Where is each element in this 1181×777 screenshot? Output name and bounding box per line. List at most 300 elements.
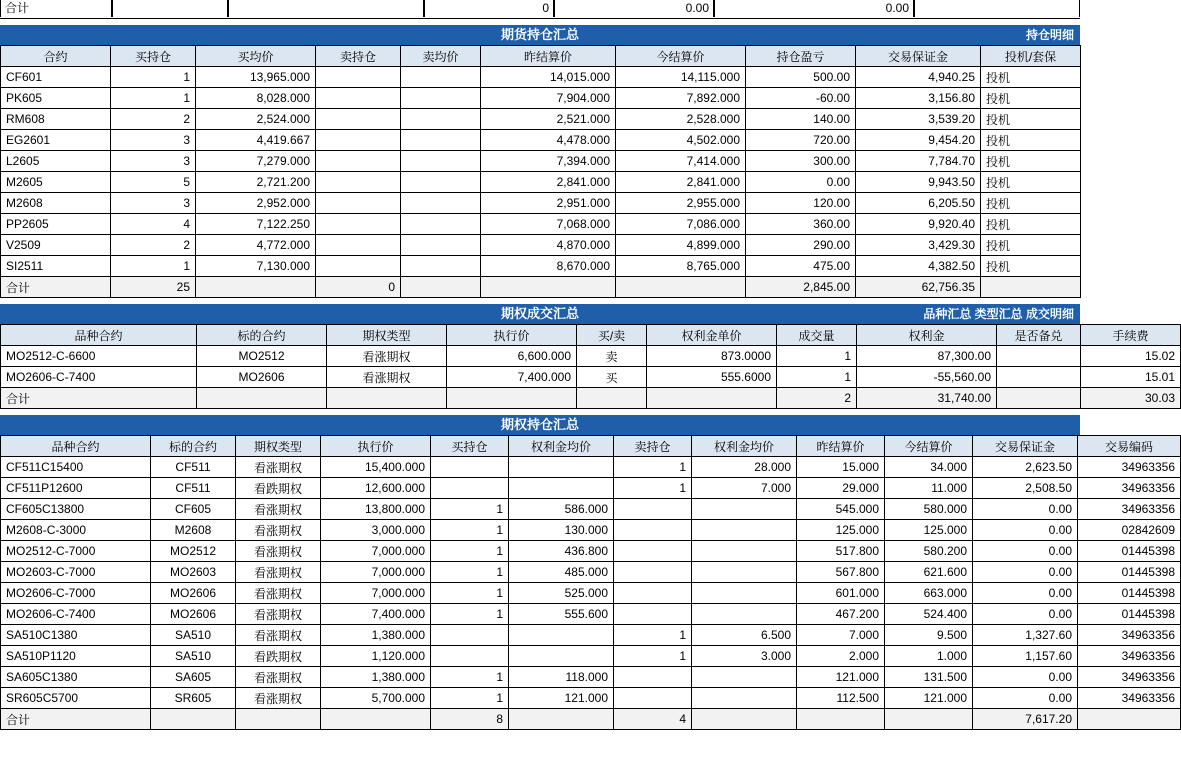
optrade-cell-underlying: MO2606 [197,367,327,388]
table-row [1,604,1181,625]
oppos-cell-contract: MO2512-C-7000 [1,541,151,562]
futures-col-buy-qty: 买持仓 [111,46,196,67]
futures-cell-hedge-flag: 投机 [981,193,1081,214]
oppos-col-prev-settle: 昨结算价 [797,436,885,457]
oppos-cell-strike: 7,400.000 [321,604,431,625]
oppos-cell-settle: 9.500 [885,625,973,646]
oppos-cell-buy-premium [509,625,614,646]
oppos-cell-strike: 13,800.000 [321,499,431,520]
futures-cell-hedge-flag: 投机 [981,172,1081,193]
oppos-cell-strike: 3,000.000 [321,520,431,541]
futures-cell-margin: 9,920.40 [856,214,981,235]
futures-cell-pnl: 290.00 [746,235,856,256]
futures-cell-settle: 7,414.000 [616,151,746,172]
oppos-cell-code: 34963356 [1078,667,1181,688]
futures-cell-contract: V2509 [1,235,111,256]
oppos-cell-buy-premium: 525.000 [509,583,614,604]
futures-cell-sell-price [401,193,481,214]
optrade-cell-fee: 30.03 [1081,388,1181,409]
oppos-cell-prev-settle: 545.000 [797,499,885,520]
oppos-cell-sell-premium [692,499,797,520]
oppos-cell-underlying: MO2606 [151,583,236,604]
futures-cell-margin: 9,943.50 [856,172,981,193]
option-positions-total-row [1,709,1181,730]
optrade-cell-contract: MO2512-C-6600 [1,346,197,367]
oppos-cell-buy-qty: 1 [431,667,509,688]
table-row [1,172,1081,193]
optrade-col-premium-price: 权利金单价 [647,325,777,346]
futures-cell-settle: 7,086.000 [616,214,746,235]
optrade-col-covered: 是否备兑 [997,325,1081,346]
oppos-cell-type: 看涨期权 [236,520,321,541]
oppos-cell-buy-premium: 485.000 [509,562,614,583]
oppos-cell-contract: M2608-C-3000 [1,520,151,541]
oppos-cell-sell-qty [614,499,692,520]
option-trades-section [0,304,1175,409]
futures-cell-margin: 3,156.80 [856,88,981,109]
oppos-cell-buy-premium: 130.000 [509,520,614,541]
oppos-col-type: 期权类型 [236,436,321,457]
option-trades-total-row [1,388,1181,409]
table-row [1,457,1181,478]
optrade-cell-underlying [197,388,327,409]
oppos-cell-code: 34963356 [1078,478,1181,499]
futures-cell-pnl: 140.00 [746,109,856,130]
table-row [1,214,1081,235]
oppos-cell-strike: 1,380.000 [321,667,431,688]
oppos-cell-type: 看跌期权 [236,478,321,499]
oppos-cell-sell-premium [692,709,797,730]
oppos-cell-type: 看涨期权 [236,667,321,688]
futures-cell-settle: 4,502.000 [616,130,746,151]
oppos-cell-sell-premium [692,562,797,583]
table-row [1,346,1181,367]
oppos-cell-sell-premium [692,688,797,709]
futures-cell-margin: 3,539.20 [856,109,981,130]
oppos-cell-buy-qty: 1 [431,604,509,625]
futures-cell-settle: 7,892.000 [616,88,746,109]
futures-cell-buy-qty: 5 [111,172,196,193]
oppos-cell-margin: 0.00 [973,541,1078,562]
oppos-col-buy-qty: 买持仓 [431,436,509,457]
futures-cell-prev-settle: 2,521.000 [481,109,616,130]
oppos-cell-strike: 7,000.000 [321,583,431,604]
oppos-cell-underlying: CF605 [151,499,236,520]
oppos-cell-settle: 34.000 [885,457,973,478]
futures-cell-settle [616,277,746,298]
table-row [1,88,1081,109]
oppos-cell-margin: 0.00 [973,583,1078,604]
futures-col-sell-price: 卖均价 [401,46,481,67]
oppos-cell-type: 看跌期权 [236,646,321,667]
oppos-cell-margin: 0.00 [973,562,1078,583]
oppos-cell-code [1078,709,1181,730]
futures-cell-buy-qty: 2 [111,235,196,256]
futures-cell-contract: CF601 [1,67,111,88]
futures-cell-contract: RM608 [1,109,111,130]
optrade-cell-premium: 87,300.00 [857,346,997,367]
option-trades-links[interactable]: 品种汇总 类型汇总 成交明细 [923,307,1074,321]
top-cutoff-row [0,0,1080,19]
optrade-cell-strike: 6,600.000 [447,346,577,367]
optrade-cell-contract: MO2606-C-7400 [1,367,197,388]
table-row [1,583,1181,604]
futures-cell-margin: 6,205.50 [856,193,981,214]
oppos-cell-sell-qty [614,583,692,604]
top-fragment-blank-3 [914,0,1080,17]
futures-cell-buy-price: 4,419.667 [196,130,316,151]
oppos-cell-margin: 1,157.60 [973,646,1078,667]
oppos-cell-strike: 12,600.000 [321,478,431,499]
oppos-cell-sell-qty: 1 [614,646,692,667]
futures-cell-buy-qty: 3 [111,193,196,214]
futures-cell-settle: 14,115.000 [616,67,746,88]
oppos-cell-code: 34963356 [1078,457,1181,478]
oppos-cell-sell-qty: 4 [614,709,692,730]
oppos-cell-buy-premium: 555.600 [509,604,614,625]
table-row [1,541,1181,562]
oppos-cell-code: 01445398 [1078,541,1181,562]
futures-cell-hedge-flag: 投机 [981,235,1081,256]
futures-cell-contract: L2605 [1,151,111,172]
oppos-cell-underlying: MO2606 [151,604,236,625]
futures-col-contract: 合约 [1,46,111,67]
oppos-cell-prev-settle [797,709,885,730]
futures-cell-sell-price [401,67,481,88]
oppos-cell-margin: 0.00 [973,667,1078,688]
oppos-cell-type: 看涨期权 [236,562,321,583]
oppos-cell-buy-premium [509,709,614,730]
oppos-col-settle: 今结算价 [885,436,973,457]
futures-cell-buy-price: 7,279.000 [196,151,316,172]
oppos-cell-code: 34963356 [1078,499,1181,520]
option-trades-header-row [1,325,1181,346]
optrade-col-volume: 成交量 [777,325,857,346]
futures-cell-sell-qty [316,235,401,256]
oppos-cell-type: 看涨期权 [236,625,321,646]
optrade-cell-covered [997,367,1081,388]
optrade-cell-strike: 7,400.000 [447,367,577,388]
futures-detail-link[interactable]: 持仓明细 [1025,28,1074,42]
optrade-col-type: 期权类型 [327,325,447,346]
oppos-cell-strike: 5,700.000 [321,688,431,709]
futures-cell-pnl: 720.00 [746,130,856,151]
oppos-cell-buy-qty: 1 [431,541,509,562]
table-row [1,625,1181,646]
oppos-cell-underlying: SA605 [151,667,236,688]
futures-cell-sell-qty [316,88,401,109]
futures-cell-buy-price: 2,721.200 [196,172,316,193]
futures-cell-settle: 8,765.000 [616,256,746,277]
oppos-cell-prev-settle: 601.000 [797,583,885,604]
optrade-col-strike: 执行价 [447,325,577,346]
oppos-cell-prev-settle: 125.000 [797,520,885,541]
oppos-cell-prev-settle: 517.800 [797,541,885,562]
oppos-cell-code: 02842609 [1078,520,1181,541]
oppos-cell-underlying: SA510 [151,625,236,646]
oppos-cell-settle: 1.000 [885,646,973,667]
oppos-cell-underlying: MO2603 [151,562,236,583]
futures-cell-sell-qty [316,109,401,130]
optrade-cell-type [327,388,447,409]
futures-cell-pnl: 0.00 [746,172,856,193]
futures-cell-pnl: 500.00 [746,67,856,88]
optrade-cell-underlying: MO2512 [197,346,327,367]
futures-cell-pnl: 300.00 [746,151,856,172]
oppos-cell-settle: 621.600 [885,562,973,583]
futures-cell-settle: 4,899.000 [616,235,746,256]
top-fragment-label: 合计 [0,0,112,17]
oppos-cell-contract: SA605C1380 [1,667,151,688]
oppos-cell-buy-premium [509,457,614,478]
futures-cell-pnl: 120.00 [746,193,856,214]
oppos-cell-sell-premium [692,583,797,604]
oppos-cell-underlying [151,709,236,730]
futures-cell-buy-qty: 2 [111,109,196,130]
table-row [1,109,1081,130]
table-row [1,499,1181,520]
oppos-cell-sell-premium [692,604,797,625]
oppos-cell-underlying: M2608 [151,520,236,541]
oppos-cell-sell-qty [614,562,692,583]
oppos-cell-buy-premium [509,478,614,499]
oppos-cell-sell-premium: 7.000 [692,478,797,499]
oppos-cell-type: 看涨期权 [236,499,321,520]
optrade-cell-covered [997,388,1081,409]
futures-cell-sell-qty [316,172,401,193]
oppos-cell-margin: 2,623.50 [973,457,1078,478]
oppos-cell-contract: MO2603-C-7000 [1,562,151,583]
oppos-cell-buy-premium: 586.000 [509,499,614,520]
oppos-cell-sell-qty [614,541,692,562]
oppos-cell-sell-premium [692,667,797,688]
futures-cell-buy-qty: 3 [111,130,196,151]
futures-table [0,45,1081,298]
oppos-col-underlying: 标的合约 [151,436,236,457]
optrade-cell-volume: 1 [777,367,857,388]
optrade-cell-side: 卖 [577,346,647,367]
futures-col-settle: 今结算价 [616,46,746,67]
oppos-cell-settle: 580.000 [885,499,973,520]
futures-col-pnl: 持仓盈亏 [746,46,856,67]
oppos-cell-prev-settle: 2.000 [797,646,885,667]
futures-cell-margin: 9,454.20 [856,130,981,151]
oppos-cell-buy-qty [431,457,509,478]
futures-cell-pnl: 2,845.00 [746,277,856,298]
futures-cell-sell-qty [316,214,401,235]
option-positions-band [0,415,1080,435]
oppos-cell-buy-qty: 1 [431,688,509,709]
oppos-cell-strike: 1,120.000 [321,646,431,667]
top-fragment-value-1: 0.00 [554,0,714,17]
futures-cell-pnl: 360.00 [746,214,856,235]
futures-cell-contract: EG2601 [1,130,111,151]
futures-cell-settle: 2,955.000 [616,193,746,214]
futures-cell-contract: M2605 [1,172,111,193]
optrade-cell-strike [447,388,577,409]
futures-cell-buy-price: 13,965.000 [196,67,316,88]
oppos-cell-type [236,709,321,730]
optrade-cell-covered [997,346,1081,367]
oppos-cell-strike: 1,380.000 [321,625,431,646]
oppos-cell-margin: 1,327.60 [973,625,1078,646]
futures-cell-hedge-flag [981,277,1081,298]
oppos-col-buy-premium: 权利金均价 [509,436,614,457]
optrade-col-underlying: 标的合约 [197,325,327,346]
optrade-cell-side [577,388,647,409]
futures-cell-prev-settle: 8,670.000 [481,256,616,277]
oppos-cell-prev-settle: 15.000 [797,457,885,478]
oppos-cell-contract: SA510P1120 [1,646,151,667]
oppos-cell-sell-premium: 3.000 [692,646,797,667]
oppos-cell-margin: 7,617.20 [973,709,1078,730]
oppos-cell-settle: 11.000 [885,478,973,499]
oppos-cell-code: 34963356 [1078,625,1181,646]
oppos-cell-prev-settle: 29.000 [797,478,885,499]
oppos-cell-type: 看涨期权 [236,457,321,478]
futures-cell-hedge-flag: 投机 [981,130,1081,151]
futures-cell-hedge-flag: 投机 [981,151,1081,172]
optrade-col-premium: 权利金 [857,325,997,346]
optrade-cell-premium-price [647,388,777,409]
oppos-cell-sell-qty [614,688,692,709]
oppos-cell-margin: 0.00 [973,499,1078,520]
option-trades-band-title: 期权成交汇总 [500,306,579,321]
table-row [1,520,1181,541]
option-positions-table [0,435,1181,730]
optrade-cell-premium-price: 555.6000 [647,367,777,388]
futures-cell-prev-settle: 7,394.000 [481,151,616,172]
futures-cell-sell-price [401,109,481,130]
futures-cell-buy-price: 4,772.000 [196,235,316,256]
oppos-cell-buy-premium: 121.000 [509,688,614,709]
table-row [1,478,1181,499]
oppos-cell-contract: CF511P12600 [1,478,151,499]
oppos-cell-type: 看涨期权 [236,688,321,709]
futures-cell-hedge-flag: 投机 [981,256,1081,277]
oppos-cell-prev-settle: 567.800 [797,562,885,583]
oppos-cell-buy-premium [509,646,614,667]
futures-cell-margin: 4,940.25 [856,67,981,88]
futures-cell-pnl: -60.00 [746,88,856,109]
oppos-cell-buy-qty: 1 [431,583,509,604]
oppos-col-contract: 品种合约 [1,436,151,457]
futures-cell-buy-qty: 4 [111,214,196,235]
futures-cell-hedge-flag: 投机 [981,88,1081,109]
oppos-cell-sell-premium: 28.000 [692,457,797,478]
futures-cell-buy-price: 7,130.000 [196,256,316,277]
optrade-cell-volume: 1 [777,346,857,367]
futures-cell-margin: 7,784.70 [856,151,981,172]
oppos-cell-strike: 7,000.000 [321,562,431,583]
oppos-cell-sell-qty [614,667,692,688]
oppos-cell-underlying: CF511 [151,457,236,478]
futures-cell-prev-settle: 4,478.000 [481,130,616,151]
futures-total-row [1,277,1081,298]
futures-cell-buy-price: 2,952.000 [196,193,316,214]
futures-cell-margin: 4,382.50 [856,256,981,277]
oppos-cell-buy-qty: 1 [431,499,509,520]
futures-cell-settle: 2,841.000 [616,172,746,193]
futures-band [0,25,1080,45]
table-row [1,193,1081,214]
option-positions-section [0,415,1175,730]
oppos-cell-underlying: CF511 [151,478,236,499]
futures-cell-hedge-flag: 投机 [981,109,1081,130]
oppos-cell-sell-premium [692,520,797,541]
oppos-cell-settle [885,709,973,730]
futures-cell-sell-price [401,277,481,298]
futures-cell-sell-price [401,214,481,235]
futures-cell-buy-qty: 1 [111,88,196,109]
oppos-cell-settle: 524.400 [885,604,973,625]
futures-cell-prev-settle: 2,841.000 [481,172,616,193]
table-row [1,130,1081,151]
oppos-cell-strike: 7,000.000 [321,541,431,562]
oppos-cell-buy-premium: 118.000 [509,667,614,688]
option-trades-table [0,324,1181,409]
oppos-cell-settle: 121.000 [885,688,973,709]
oppos-col-code: 交易编码 [1078,436,1181,457]
oppos-cell-strike: 15,400.000 [321,457,431,478]
futures-cell-contract: PK605 [1,88,111,109]
table-row [1,367,1181,388]
oppos-cell-buy-qty [431,625,509,646]
futures-cell-hedge-flag: 投机 [981,214,1081,235]
oppos-cell-type: 看涨期权 [236,604,321,625]
futures-col-hedge-flag: 投机/套保 [981,46,1081,67]
futures-cell-prev-settle: 2,951.000 [481,193,616,214]
oppos-cell-contract: 合计 [1,709,151,730]
oppos-cell-contract: SA510C1380 [1,625,151,646]
futures-header-row [1,46,1081,67]
futures-cell-sell-qty [316,151,401,172]
oppos-cell-sell-qty: 1 [614,625,692,646]
futures-cell-sell-qty [316,130,401,151]
oppos-cell-settle: 131.500 [885,667,973,688]
oppos-cell-buy-qty: 1 [431,562,509,583]
table-row [1,67,1081,88]
oppos-cell-margin: 0.00 [973,688,1078,709]
oppos-cell-code: 01445398 [1078,604,1181,625]
futures-cell-prev-settle: 7,068.000 [481,214,616,235]
optrade-cell-contract: 合计 [1,388,197,409]
oppos-cell-prev-settle: 7.000 [797,625,885,646]
futures-cell-buy-qty: 1 [111,67,196,88]
oppos-cell-code: 34963356 [1078,646,1181,667]
oppos-cell-contract: MO2606-C-7400 [1,604,151,625]
optrade-cell-type: 看涨期权 [327,346,447,367]
optrade-col-side: 买/卖 [577,325,647,346]
oppos-cell-sell-premium [692,541,797,562]
oppos-cell-margin: 2,508.50 [973,478,1078,499]
futures-col-prev-settle: 昨结算价 [481,46,616,67]
futures-cell-sell-qty: 0 [316,277,401,298]
table-row [1,646,1181,667]
oppos-cell-margin: 0.00 [973,520,1078,541]
oppos-cell-type: 看涨期权 [236,541,321,562]
futures-cell-contract: SI2511 [1,256,111,277]
optrade-cell-type: 看涨期权 [327,367,447,388]
oppos-cell-sell-qty: 1 [614,478,692,499]
optrade-cell-fee: 15.02 [1081,346,1181,367]
option-trades-band [0,304,1080,324]
oppos-cell-buy-qty: 1 [431,520,509,541]
futures-cell-sell-qty [316,67,401,88]
optrade-cell-fee: 15.01 [1081,367,1181,388]
futures-cell-contract: PP2605 [1,214,111,235]
oppos-col-sell-qty: 卖持仓 [614,436,692,457]
